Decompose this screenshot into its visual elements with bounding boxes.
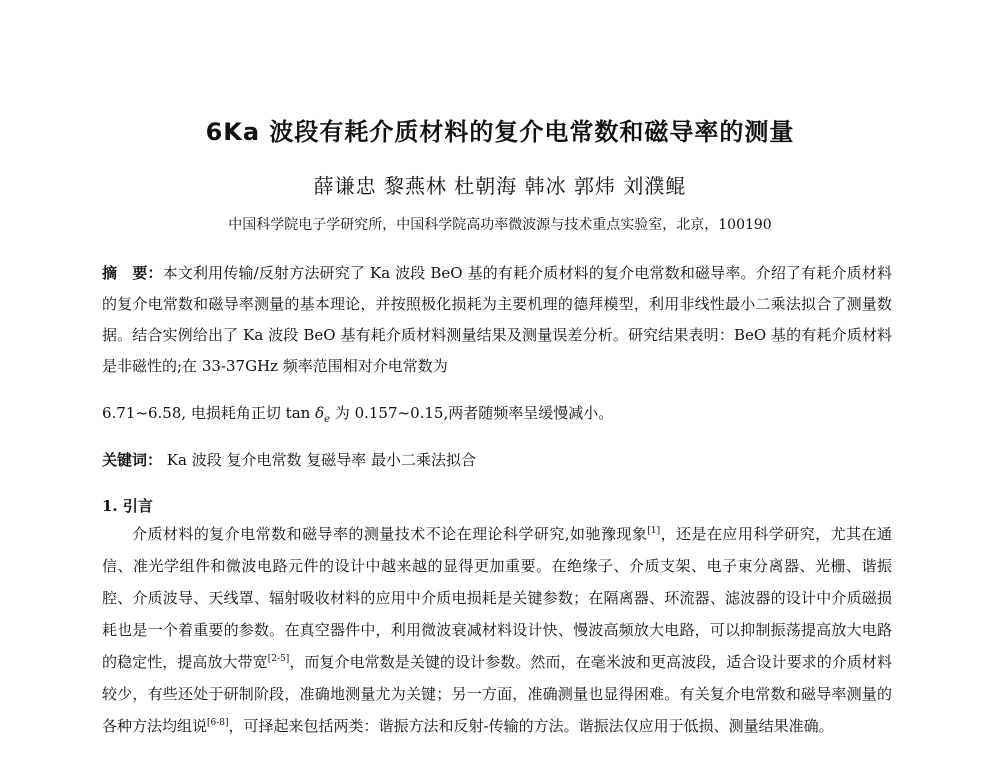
- intro-seg5: ，可择起来包括两类：谐振方法和反射-传输的方法。谐振法仅应用于低损、测量结果准确。: [228, 717, 834, 735]
- abstract-label: 摘 要：: [102, 264, 163, 282]
- section-heading-intro: 1. 引言: [102, 497, 153, 515]
- intro-seg1: 介质材料的复介电常数和磁导率的测量技术不论在理论科学研究,如驰豫现象: [132, 525, 648, 543]
- abstract-last-line: [102, 398, 892, 429]
- intro-seg3: ，而复介电常数是关键的设计参数。然而，在毫米波和更高波段，适合设计要求的介质材料较少，有些还处于研制阶段，准确地测量尤为关键；另一方面，准确测量也显得困难。有关复介电常数和磁导率测量的各种方法: [102, 653, 892, 735]
- abstract-paragraph: [102, 258, 892, 382]
- citation-1: [1]: [647, 526, 661, 536]
- intro-seg2: ，还是在应用科学研究，尤其在通信、准光学组件和微波电路元件的设计中越来越的显得更加重要。在绝缘子、介质支架、电子束分离器、光栅、谐振腔、介质波导、天线罩、辐射吸收材料的应用中介质电损耗是关键参数；在隔离器、环流器、滤波器的设计中介质磁损耗也是一个着重要的参数。在真空器件中，利用微波衰减材料设计快、慢波高频放大电路，可以抑制振荡提高放大电路的稳定性，提高放大带宽: [102, 525, 892, 671]
- abstract-last-line-end: 为 0.157~0.15,两者随频率呈缓慢减小。: [330, 404, 614, 422]
- affiliation: 中国科学院电子学研究所，中国科学院高功率微波源与技术重点实验室，北京，100190: [228, 217, 772, 233]
- keywords-label: 关键词：: [102, 451, 163, 469]
- intro-seg4: 均组说: [162, 717, 208, 735]
- intro-paragraph: [102, 518, 892, 742]
- paper-title: 6Ka 波段有耗介质材料的复介电常数和磁导率的测量: [205, 118, 795, 146]
- delta-symbol: δ: [315, 404, 325, 422]
- keywords-text: Ka 波段 复介电常数 复磁导率 最小二乘法拟合: [166, 451, 477, 469]
- abstract-last-line-start: 6.71~6.58, 电损耗角正切 tan: [102, 404, 316, 422]
- abstract-text: 本文利用传输/反射方法研究了 Ka 波段 BeO 基的有耗介质材料的复介电常数和磁导率。介绍了有耗介质材料的复介电常数和磁导率测量的基本理论，并按照极化损耗为主要机理的德拜模型，利用非线性最小二乘法拟合了测量数据。结合实例给出了 Ka 波段 BeO 基有耗介质材料测量结果及测量误差分析。研究结果表明：BeO 基的有耗介质材料是非磁性的;在 33-37GHz 频率范围相对介电常数为: [102, 264, 892, 375]
- citation-3: [6-8]: [207, 718, 229, 728]
- delta-subscript: e: [324, 414, 331, 425]
- author-list: 薛谦忠 黎燕林 杜朝海 韩冰 郭炜 刘濮鲲: [313, 174, 687, 198]
- citation-2: [2-5]: [267, 654, 290, 664]
- keywords-line: [102, 448, 892, 472]
